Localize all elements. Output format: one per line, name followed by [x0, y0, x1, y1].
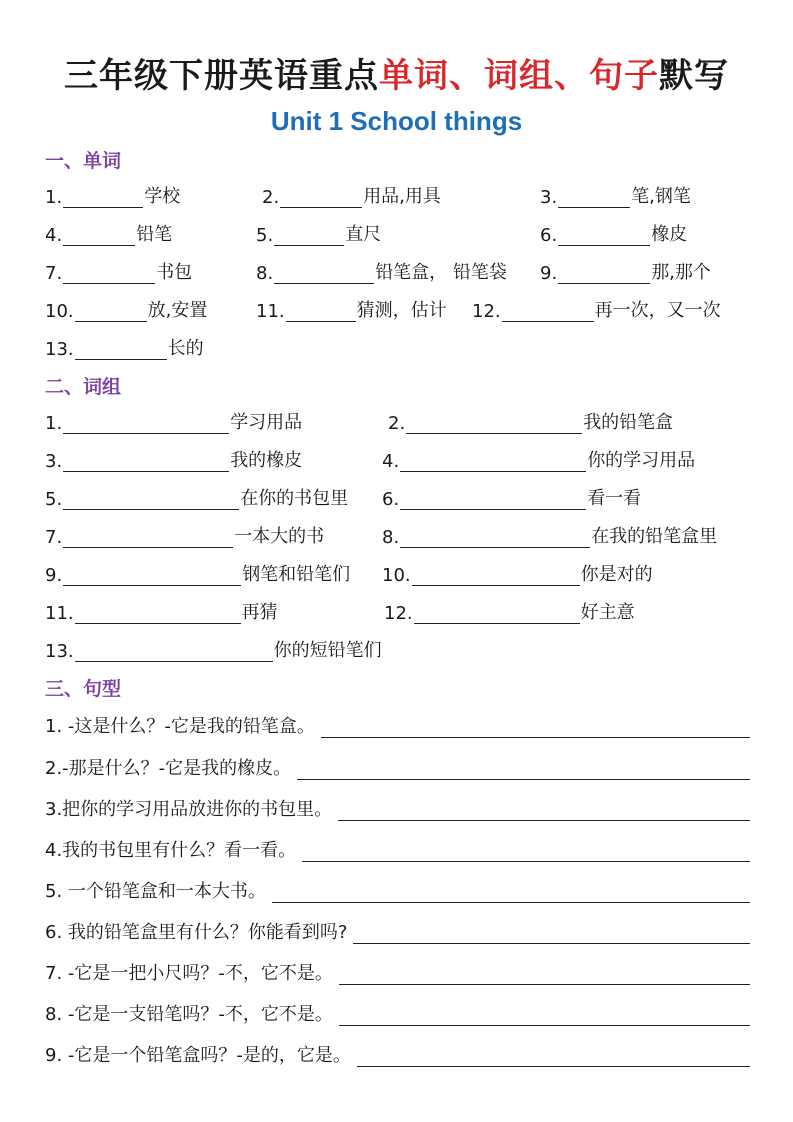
answer-line[interactable] [272, 880, 750, 903]
item-meaning: 放,安置 [147, 300, 208, 321]
item-number: 11. [45, 603, 74, 624]
title-part-2: 单词、词组、句子 [379, 56, 659, 96]
sentence-prompt: 4.我的书包里有什么？看一看。 [45, 840, 297, 861]
item-meaning: 直尺 [345, 224, 382, 245]
sentence-item [45, 834, 750, 862]
item-meaning: 我的橡皮 [230, 450, 303, 471]
item-number: 13. [45, 641, 74, 662]
item-meaning: 你是对的 [580, 564, 653, 585]
item-meaning: 猜测，估计 [356, 300, 447, 321]
item-number: 5. [256, 225, 274, 246]
answer-blank[interactable] [558, 223, 650, 246]
item-number: 8. [382, 527, 400, 548]
answer-line[interactable] [339, 962, 750, 985]
item-meaning: 学校 [144, 186, 181, 207]
answer-blank[interactable] [75, 337, 167, 360]
item-meaning: 你的短铅笔们 [273, 640, 382, 661]
item-meaning: 在你的书包里 [240, 488, 349, 509]
phrase-item [45, 482, 348, 510]
answer-blank[interactable] [63, 261, 155, 284]
phrase-item [45, 558, 350, 586]
phrase-item [384, 596, 635, 624]
item-number: 5. [45, 489, 63, 510]
sentence-item [45, 998, 750, 1026]
item-number: 8. [256, 263, 274, 284]
sentence-prompt: 8. -它是一支铅笔吗？-不，它不是。 [45, 1004, 333, 1025]
word-item [256, 294, 447, 322]
item-meaning: 好主意 [580, 602, 635, 623]
answer-blank[interactable] [63, 223, 135, 246]
sentence-item [45, 916, 750, 944]
title-part-3: 默写 [659, 56, 729, 96]
item-meaning: 我的铅笔盒 [583, 412, 674, 433]
sentence-item [45, 1039, 750, 1067]
answer-blank[interactable] [63, 411, 229, 434]
answer-blank[interactable] [280, 185, 362, 208]
word-item [45, 332, 204, 360]
item-number: 1. [45, 187, 63, 208]
phrase-item [45, 596, 278, 624]
sentence-prompt: 7. -它是一把小尺吗？-不，它不是。 [45, 963, 333, 984]
word-item [45, 294, 207, 322]
answer-blank[interactable] [502, 299, 594, 322]
item-number: 3. [540, 187, 558, 208]
section-heading-sentences: 三、句型 [45, 678, 122, 700]
item-meaning: 在我的铅笔盒里 [591, 526, 718, 547]
word-item [540, 180, 691, 208]
item-meaning: 铅笔盒， 铅笔袋 [375, 262, 507, 283]
title-part-1: 三年级下册英语重点 [64, 56, 379, 96]
answer-blank[interactable] [414, 601, 580, 624]
answer-blank[interactable] [412, 563, 580, 586]
item-number: 6. [382, 489, 400, 510]
sentence-prompt: 6. 我的铅笔盒里有什么？你能看到吗? [45, 922, 348, 943]
answer-blank[interactable] [400, 525, 590, 548]
page-title [0, 48, 793, 97]
item-meaning: 笔,钢笔 [631, 186, 691, 207]
phrase-item [382, 444, 695, 472]
sentence-item [45, 752, 750, 780]
answer-blank[interactable] [63, 525, 233, 548]
answer-blank[interactable] [63, 487, 239, 510]
item-meaning: 你的学习用品 [587, 450, 696, 471]
item-meaning: 再猜 [241, 602, 278, 623]
answer-blank[interactable] [406, 411, 582, 434]
word-item [472, 294, 721, 322]
answer-line[interactable] [353, 921, 750, 944]
word-item [45, 218, 172, 246]
item-meaning: 书包 [156, 262, 193, 283]
item-number: 3. [45, 451, 63, 472]
item-number: 4. [382, 451, 400, 472]
word-item [256, 256, 507, 284]
item-meaning: 一本大的书 [234, 526, 325, 547]
item-number: 11. [256, 301, 285, 322]
item-meaning: 用品,用具 [363, 186, 441, 207]
item-meaning: 钢笔和铅笔们 [242, 564, 351, 585]
word-item [262, 180, 441, 208]
sentence-item [45, 793, 750, 821]
item-meaning: 橡皮 [651, 224, 688, 245]
phrase-item [382, 520, 717, 548]
answer-line[interactable] [338, 798, 750, 821]
sentence-item [45, 875, 750, 903]
phrase-item [382, 482, 641, 510]
answer-blank[interactable] [400, 449, 586, 472]
item-number: 6. [540, 225, 558, 246]
item-number: 2. [262, 187, 280, 208]
item-number: 10. [382, 565, 411, 586]
answer-line[interactable] [357, 1044, 750, 1067]
word-item [45, 256, 192, 284]
item-meaning: 再一次，又一次 [594, 300, 721, 321]
answer-line[interactable] [321, 715, 750, 738]
answer-line[interactable] [302, 839, 750, 862]
answer-blank[interactable] [274, 261, 374, 284]
phrase-item [45, 520, 324, 548]
answer-blank[interactable] [75, 299, 147, 322]
item-number: 4. [45, 225, 63, 246]
section-heading-words: 一、单词 [45, 150, 122, 172]
answer-blank[interactable] [63, 563, 241, 586]
item-number: 1. [45, 413, 63, 434]
answer-blank[interactable] [75, 639, 273, 662]
sentence-item [45, 710, 750, 738]
answer-blank[interactable] [286, 299, 356, 322]
phrase-item [45, 634, 382, 662]
item-meaning: 学习用品 [230, 412, 303, 433]
item-meaning: 长的 [167, 338, 204, 359]
answer-blank[interactable] [400, 487, 586, 510]
sentence-prompt: 1. -这是什么？-它是我的铅笔盒。 [45, 716, 315, 737]
phrase-item [45, 444, 302, 472]
item-number: 13. [45, 339, 74, 360]
answer-blank[interactable] [558, 185, 630, 208]
section-heading-phrases: 二、词组 [45, 376, 122, 398]
item-meaning: 铅笔 [136, 224, 173, 245]
unit-subtitle: Unit 1 School things [270, 106, 523, 136]
phrase-item [388, 406, 673, 434]
answer-blank[interactable] [75, 601, 241, 624]
answer-line[interactable] [297, 757, 750, 780]
word-item [45, 180, 180, 208]
item-number: 10. [45, 301, 74, 322]
item-number: 7. [45, 263, 63, 284]
answer-blank[interactable] [274, 223, 344, 246]
sentence-prompt: 3.把你的学习用品放进你的书包里。 [45, 799, 333, 820]
sentence-prompt: 9. -它是一个铅笔盒吗？-是的，它是。 [45, 1045, 351, 1066]
answer-blank[interactable] [63, 449, 229, 472]
answer-blank[interactable] [63, 185, 143, 208]
item-number: 2. [388, 413, 406, 434]
item-meaning: 那,那个 [651, 262, 711, 283]
word-item [540, 218, 687, 246]
item-number: 7. [45, 527, 63, 548]
answer-line[interactable] [339, 1003, 750, 1026]
phrase-item [382, 558, 653, 586]
item-number: 9. [540, 263, 558, 284]
item-number: 12. [384, 603, 413, 624]
sentence-prompt: 5. 一个铅笔盒和一本大书。 [45, 881, 266, 902]
word-item [256, 218, 381, 246]
sentence-prompt: 2.-那是什么？-它是我的橡皮。 [45, 758, 292, 779]
item-number: 12. [472, 301, 501, 322]
word-item [540, 256, 711, 284]
item-meaning: 看一看 [587, 488, 642, 509]
answer-blank[interactable] [558, 261, 650, 284]
phrase-item [45, 406, 302, 434]
sentence-item [45, 957, 750, 985]
item-number: 9. [45, 565, 63, 586]
